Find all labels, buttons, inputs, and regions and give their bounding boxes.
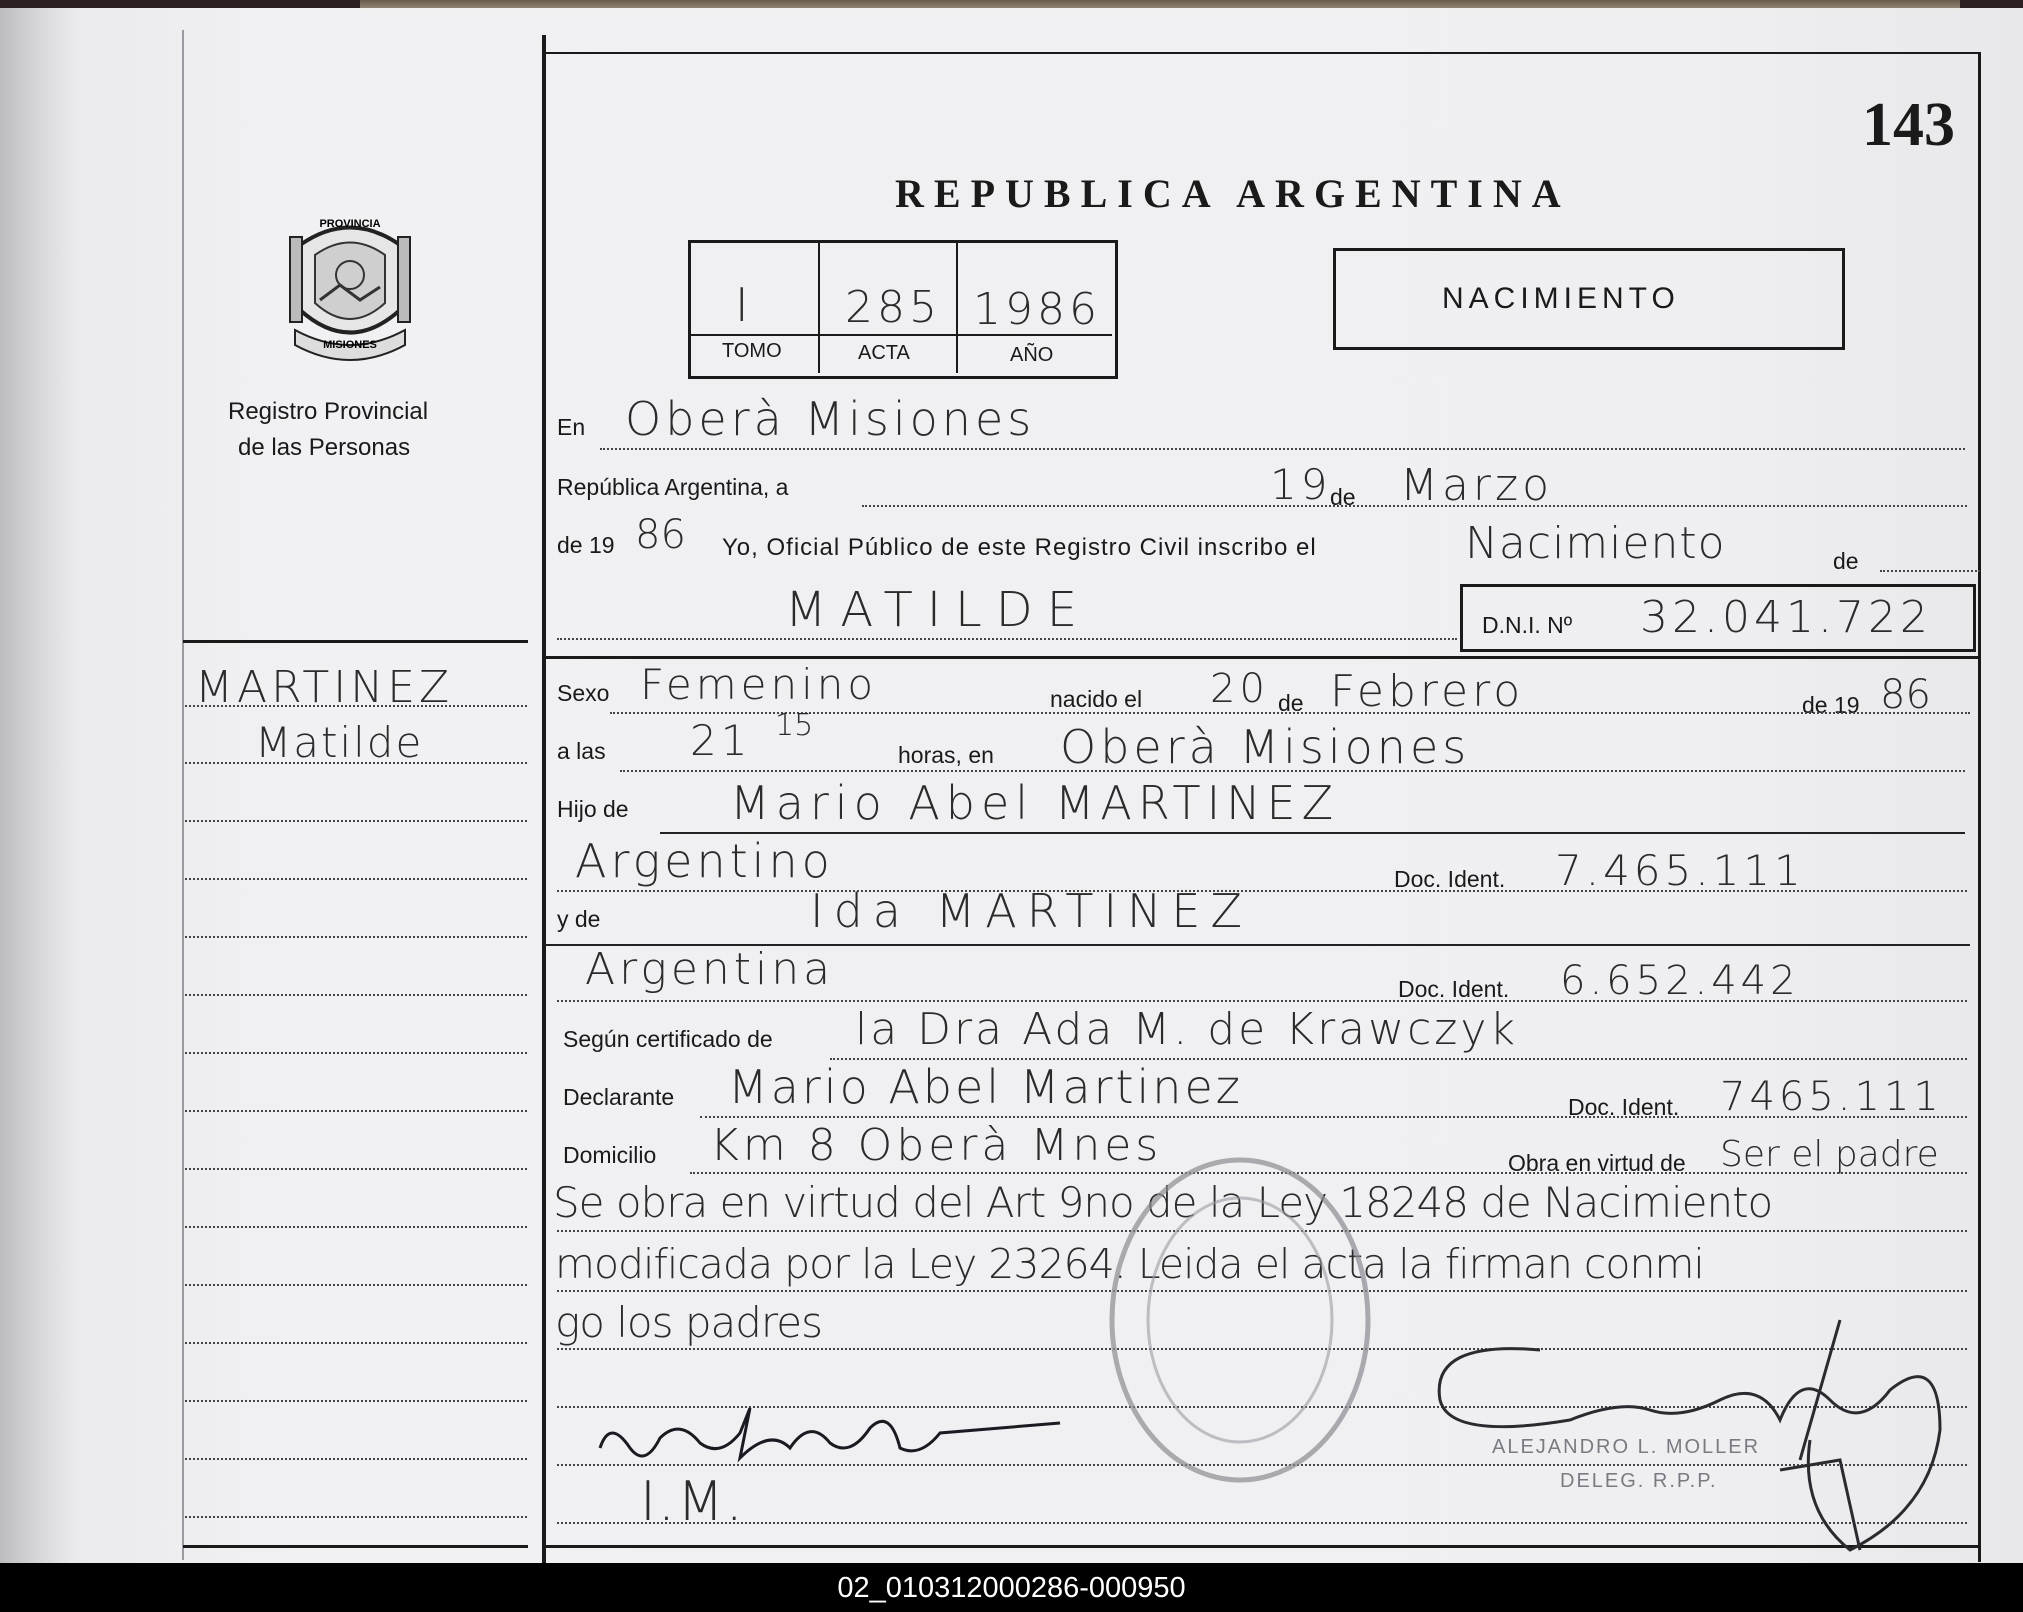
margin-surname: MARTINEZ (195, 662, 454, 713)
ruled-line (185, 820, 527, 822)
table-divider (956, 243, 958, 373)
left-column-divider (542, 35, 546, 1563)
mother-name: Ida MARTINEZ (810, 884, 1252, 938)
place-of-registration: Oberà Misiones (625, 392, 1036, 446)
record-type: NACIMIENTO (1442, 282, 1680, 315)
de2-label: de (1278, 690, 1304, 716)
declarant-doc-label: Doc. Ident. (1568, 1094, 1680, 1120)
de19-label: de 19 (557, 532, 615, 558)
address: Km 8 Oberà Mnes (710, 1120, 1163, 1171)
birth-day: 20 (1210, 666, 1269, 712)
section-divider (183, 640, 528, 643)
birth-year: 86 (1880, 672, 1931, 718)
province-seal-icon (280, 205, 420, 365)
ruled-line (700, 1116, 1967, 1118)
ano-label: AÑO (1010, 344, 1054, 366)
ruled-line (185, 1284, 527, 1286)
ruled-line (185, 1458, 527, 1460)
ruled-line (185, 1168, 527, 1170)
ruled-line (557, 638, 1457, 640)
obra-label: Obra en virtud de (1508, 1150, 1686, 1176)
right-edge-line (1978, 52, 1981, 1562)
registry-name-line1: Registro Provincial (228, 398, 429, 425)
ruled-line (185, 1516, 527, 1518)
registry-name-line2: de las Personas (238, 434, 411, 461)
mother-doc-label: Doc. Ident. (1398, 976, 1510, 1002)
acta-label: ACTA (858, 342, 910, 364)
birth-minutes: 15 (775, 708, 814, 743)
document-title: REPUBLICA ARGENTINA (895, 171, 1571, 216)
ruled-line (185, 762, 527, 764)
ruled-line (185, 1226, 527, 1228)
sex-value: Femenino (640, 660, 878, 709)
ruled-line (600, 448, 1965, 450)
birth-place: Oberà Misiones (1060, 720, 1471, 774)
certifying-doctor: la Dra Ada M. de Krawczyk (855, 1004, 1518, 1055)
declarant-name: Mario Abel Martinez (728, 1060, 1243, 1114)
obra-value: Ser el padre (1720, 1134, 1939, 1175)
registration-month: Marzo (1400, 460, 1554, 511)
ruled-line (610, 712, 1970, 714)
registration-year: 86 (635, 512, 686, 558)
bottom-left-divider (183, 1545, 528, 1548)
de-label: de (1330, 484, 1356, 510)
parent-initials: I.M. (640, 1470, 745, 1533)
declarant-doc: 7465.111 (1720, 1074, 1943, 1120)
birth-hour: 21 (690, 716, 752, 765)
dni-number: 32.041.722 (1640, 592, 1932, 643)
official-text: Yo, Oficial Público de este Registro Civil inscribo el (722, 534, 1317, 561)
left-margin-line (182, 30, 184, 1560)
official-name-stamp: ALEJANDRO L. MOLLER (1492, 1436, 1761, 1458)
dni-label: D.N.I. Nº (1482, 612, 1573, 638)
tomo-label: TOMO (722, 340, 782, 362)
book-binding (0, 8, 72, 1563)
child-name: MATILDE (785, 582, 1092, 638)
ruled-line (185, 878, 527, 880)
registration-day: 19 (1270, 460, 1332, 509)
event-type: Nacimiento (1465, 518, 1726, 569)
father-name: Mario Abel MARTINEZ (730, 776, 1340, 830)
ruled-line (185, 1342, 527, 1344)
note-line-1: Se obra en virtud del Art 9no de la Ley 18248 de Nacimiento (553, 1178, 1773, 1227)
tomo-value: I (735, 278, 753, 332)
note-line-3: go los padres (555, 1298, 822, 1347)
official-office-stamp: DELEG. R.P.P. (1560, 1470, 1718, 1492)
sexo-label: Sexo (557, 680, 610, 706)
ruled-line (557, 1000, 1967, 1002)
nacido-label: nacido el (1050, 686, 1143, 712)
ano-value: 1986 (973, 284, 1101, 335)
domicilio-label: Domicilio (563, 1142, 657, 1168)
official-signature-icon (1420, 1310, 1960, 1560)
section-divider-right (545, 656, 1978, 659)
ruled-line (1880, 570, 1980, 572)
ruled-line (185, 994, 527, 996)
ruled-line (862, 505, 1967, 507)
father-doc: 7.465.111 (1555, 846, 1805, 895)
ruled-line (185, 1400, 527, 1402)
top-border (545, 52, 1980, 54)
mother-nationality: Argentina (585, 944, 835, 995)
ruled-line (185, 1052, 527, 1054)
horas-label: horas, en (898, 742, 994, 768)
de19b-label: de 19 (1802, 692, 1860, 718)
de-end-label: de (1833, 548, 1859, 574)
table-divider (818, 243, 820, 373)
declarante-label: Declarante (563, 1084, 675, 1110)
yde-label: y de (557, 906, 601, 932)
ruled-line (185, 936, 527, 938)
official-round-stamp-icon (1100, 1150, 1380, 1490)
ruled-line (185, 1110, 527, 1112)
image-id-bar (0, 1563, 2023, 1612)
father-nationality: Argentino (575, 834, 834, 888)
republica-label: República Argentina, a (557, 474, 789, 500)
note-line-2: modificada por la Ley 23264. Leida el acta la firman conmi (555, 1240, 1704, 1288)
seal-top-text: PROVINCIA (319, 218, 381, 230)
hijo-label: Hijo de (557, 796, 629, 822)
en-label: En (557, 414, 586, 440)
page-number: 143 (1862, 91, 1955, 159)
image-id: 02_010312000286-000950 (837, 1572, 1186, 1604)
margin-given-name: Matilde (255, 718, 424, 767)
mother-doc: 6.652.442 (1560, 958, 1800, 1004)
ruled-line (660, 832, 1965, 834)
ruled-line (557, 890, 1967, 892)
ruled-line (185, 705, 527, 707)
father-doc-label: Doc. Ident. (1394, 866, 1506, 892)
birth-month: Febrero (1330, 666, 1525, 717)
seal-bottom-text: MISIONES (323, 339, 377, 351)
acta-value: 285 (845, 282, 941, 333)
segun-label: Según certificado de (563, 1026, 773, 1052)
ruled-line (620, 770, 1965, 772)
alas-label: a las (557, 738, 606, 764)
